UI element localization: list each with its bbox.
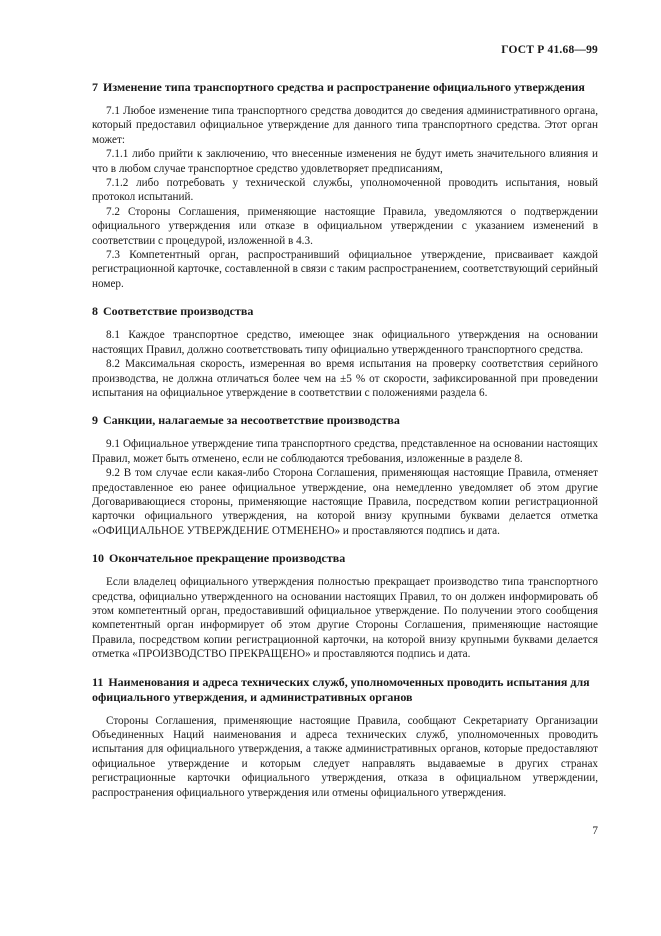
section-heading [92,80,598,95]
section-number: 9 [92,413,98,428]
section-number: 7 [92,80,98,94]
section-title: Соответствие производства [103,304,254,319]
section-number: 11 [92,674,104,689]
section-title: Санкции, налагаемые за несоответствие производства [103,413,400,428]
paragraph: 9.2 В том случае если какая-либо Сторона Соглашения, применяющая настоящие Правила, отменяет предоставленное ею ранее официальное утверждение, она немедленно уведомляет об этом другие Договаривающиеся стороны, применяющие настоящие Правила, посредством копии регистрационной карточки официального утверждения, на которой внизу крупными буквами делается отметка «ОФИЦИАЛЬНОЕ УТВЕРЖДЕНИЕ ОТМЕНЕНО» и проставляются подпись и дата. [92,467,598,537]
paragraph: Если владелец официального утверждения полностью прекращает производство типа транспортного средства, официально утвержденного на основании настоящих Правил, то он должен информировать об этом компетентный орган, предоставивший официальное утверждение. По получении этого сообщения компетентный орган информирует об этом другие Стороны Соглашения, применяющие настоящие Правила, посредством копии регистрационной карточки, на которой внизу крупными буквами делается отметка «ПРОИЗВОДСТВО ПРЕКРАЩЕНО» и проставляются подпись и дата. [92,576,598,661]
section-heading [92,551,598,566]
page-number: 7 [592,825,598,837]
paragraph: 7.1.2 либо потребовать у технической службы, уполномоченной проводить испытания, новый протокол испытаний. [92,177,598,204]
section-8 [92,304,598,400]
paragraph: 7.2 Стороны Соглашения, применяющие настоящие Правила, уведомляются о подтверждении официального утверждения или отказе в официальном утверждении с указанием изменений в соответствии с процедурой, изложенной в 4.3. [92,205,598,247]
section-number: 10 [92,551,104,566]
paragraph: 7.3 Компетентный орган, распространивший официальное утверждение, присваивает каждой регистрационной карточке, составленной в связи с таким распространением, соответствующий серийный номер. [92,249,598,290]
section-10 [92,551,598,661]
section-7 [92,80,598,291]
paragraph: 9.1 Официальное утверждение типа транспортного средства, представленное на основании настоящих Правил, может быть отменено, если не соблюдаются требования, изложенные в разделе 8. [92,438,598,465]
section-9 [92,413,598,538]
section-heading [92,675,598,705]
paragraph: 8.1 Каждое транспортное средство, имеющее знак официального утверждения на основании настоящих Правил, должно соответствовать типу официально утвержденного транспортного средства. [92,329,598,356]
section-11 [92,675,598,800]
section-number: 8 [92,304,98,319]
document-header: ГОСТ Р 41.68—99 [501,44,598,56]
paragraph: 7.1.1 либо прийти к заключению, что внесенные изменения не будут иметь значительного влияния и что в любом случае транспортное средство удовлетворяет предписаниям, [92,148,598,175]
section-title: Окончательное прекращение производства [109,551,346,566]
paragraph: 8.2 Максимальная скорость, измеренная во время испытания на проверку соответствия серийного производства, не должна отличаться более чем на ±5 % от скорости, зафиксированной при проведении испытания на официальное утверждение в соответствии с положениями раздела 6. [92,358,598,399]
section-heading [92,413,598,428]
section-title: Изменение типа транспортного средства и распространение официального утверждения [103,80,585,94]
paragraph: 7.1 Любое изменение типа транспортного средства доводится до сведения административного органа, который предоставил официальное утверждение для данного типа транспортного средства. Этот орган может: [92,105,598,146]
section-heading [92,304,598,319]
paragraph: Стороны Соглашения, применяющие настоящие Правила, сообщают Секретариату Организации Объединенных Наций наименования и адреса технических служб, уполномоченных проводить испытания для официального утверждения, а также административных органов, которые предоставляют официальное утверждение и которым следует направлять выдаваемые в других странах регистрационные карточки официального утверждения, отказа в официальном утверждении, распространения официального утверждения или отмены официального утверждения. [92,714,598,799]
section-title: Наименования и адреса технических служб, уполномоченных проводить испытания для официального утверждения, и административных органов [92,674,590,704]
document-body [92,80,598,813]
